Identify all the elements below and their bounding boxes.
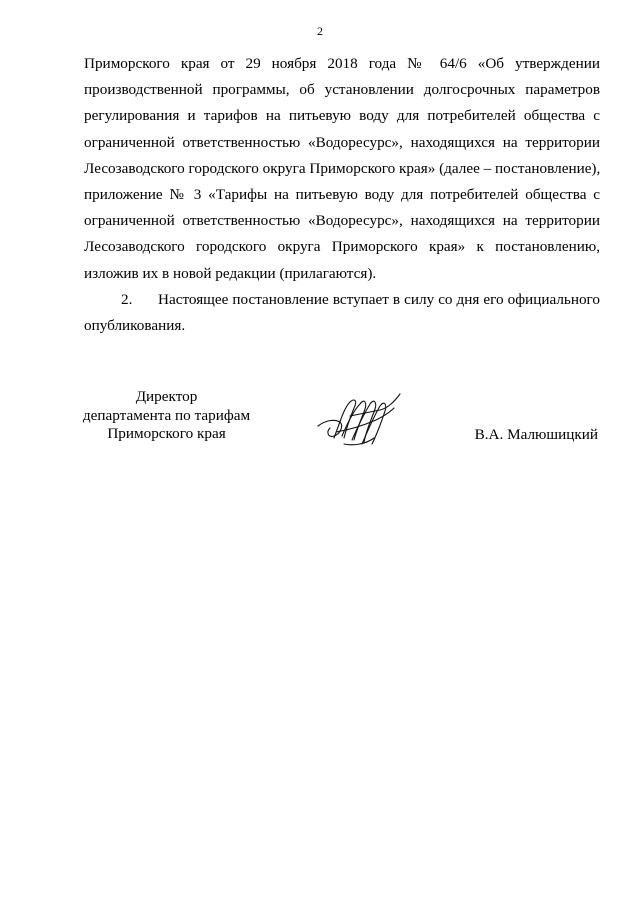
handwritten-signature: [314, 386, 409, 456]
paragraph-1: [84, 51, 600, 287]
text-line: ограниченной ответственностью «Водоресурс», находящихся на территории: [84, 212, 600, 230]
text-line: Приморского края от 29 ноября 2018 года № 64/6 «Об утверждении: [84, 55, 600, 72]
paragraph-2: [84, 287, 600, 339]
text-line: [84, 287, 600, 313]
text-line: ограниченной ответственностью «Водоресурс», находящихся на территории: [84, 133, 600, 151]
text-line: производственной программы, об установлении долгосрочных параметров: [84, 81, 600, 99]
text-line: Лесозаводского городского округа Приморского края» к постановлению,: [84, 238, 600, 256]
signer-title-line: Директор: [135, 388, 198, 405]
document-body: [84, 51, 600, 339]
text-line: приложение № 3 «Тарифы на питьевую воду для потребителей общества с: [84, 186, 600, 204]
text-line: регулирования и тарифов на питьевую воду для потребителей общества с: [84, 107, 600, 125]
text-line: Лесозаводского городского округа Приморского края» (далее – постановление),: [84, 159, 601, 177]
signer-title-line: департамента по тарифам: [82, 406, 251, 424]
signer-title-line: Приморского края: [107, 425, 226, 442]
item-number: 2.: [121, 290, 133, 308]
paragraph-2-line-1: Настоящее постановление вступает в силу со дня его официального: [158, 290, 600, 308]
signer-name: В.А. Малюшицкий: [474, 426, 598, 443]
text-line: изложив их в новой редакции (прилагаются).: [84, 264, 377, 282]
text-line: опубликования.: [84, 317, 186, 335]
signature-block: [0, 388, 640, 458]
page-number: 2: [317, 24, 323, 38]
